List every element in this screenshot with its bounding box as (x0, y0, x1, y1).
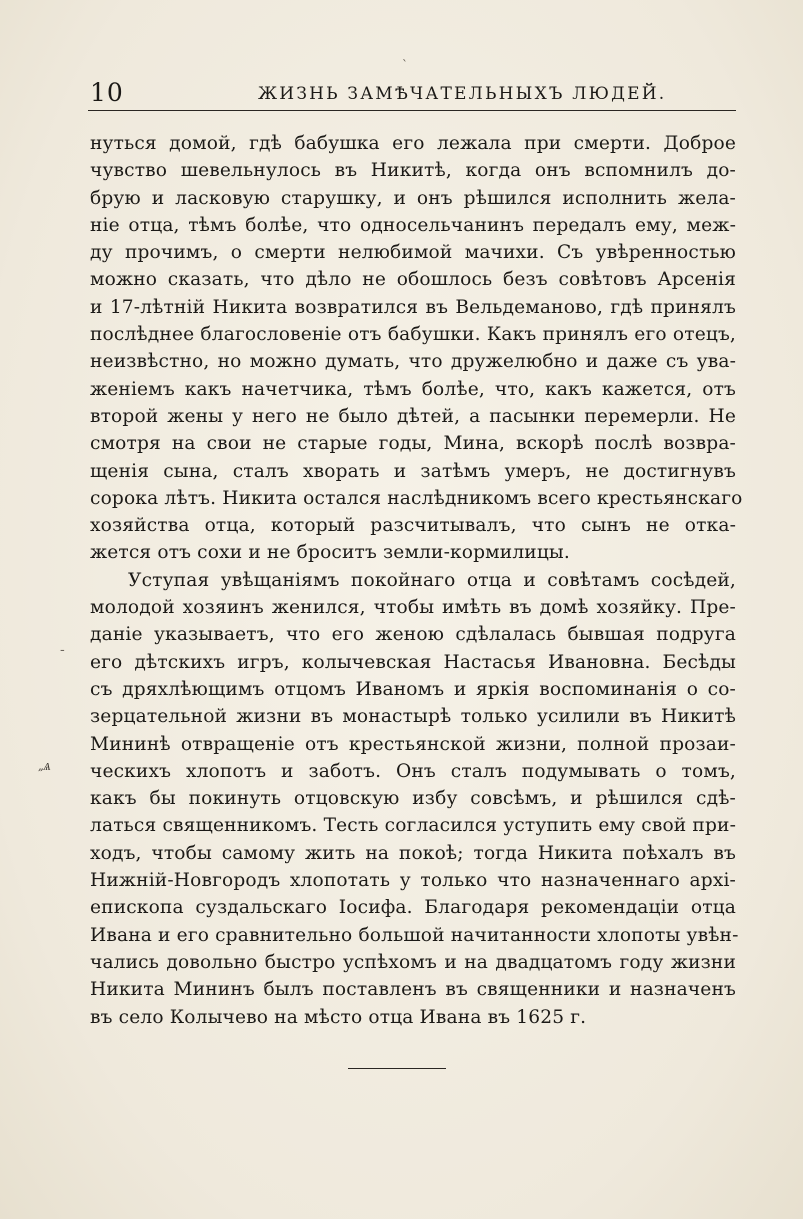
text-line: второй жены у него не было дѣтей, а пасынки перемерли. Не (90, 405, 736, 427)
text-line: Мининѣ отвращеніе отъ крестьянской жизни, полной прозаи- (90, 733, 736, 755)
text-line: сорока лѣтъ. Никита остался наслѣдникомъ всего крестьянскаго (90, 487, 743, 509)
page-number: 10 (90, 78, 124, 107)
text-line: чались довольно быстро успѣхомъ и на двадцатомъ году жизни (90, 951, 736, 973)
text-line: молодой хозяинъ женился, чтобы имѣть въ домѣ хозяйку. Пре- (90, 597, 736, 619)
text-line: ду прочимъ, о смерти нелюбимой мачихи. Съ увѣренностью (90, 242, 736, 264)
text-line: женіемъ какъ начетчика, тѣмъ болѣе, что, какъ кажется, отъ (90, 378, 736, 400)
text-line: Ивана и его сравнительно большой начитанности хлопоты увѣн- (90, 924, 739, 946)
text-line: его дѣтскихъ игръ, колычевская Настасья Ивановна. Бесѣды (90, 651, 736, 673)
text-line: ходъ, чтобы самому жить на покоѣ; тогда Никита поѣхалъ въ (90, 842, 736, 864)
running-title: ЖИЗНЬ ЗАМѢЧАТЕЛЬНЫХЪ ЛЮДЕЙ. (258, 84, 667, 104)
text-line: можно сказать, что дѣло не обошлось безъ совѣтовъ Арсенія (90, 269, 736, 291)
body-text (90, 130, 743, 1031)
text-line: даніе указываетъ, что его женою сдѣлалась бывшая подруга (90, 624, 736, 646)
text-line: неизвѣстно, но можно думать, что дружелюбно и даже съ ува- (90, 351, 736, 373)
text-line: епископа суздальскаго Іосифа. Благодаря рекомендаціи отца (90, 897, 736, 919)
text-line: смотря на свои не старые годы, Мина, вскорѣ послѣ возвра- (90, 433, 736, 455)
paragraph-1 (90, 130, 743, 567)
text-line: брую и ласковую старушку, и онъ рѣшился исполнить жела- (90, 187, 736, 209)
text-line: и 17-лѣтній Никита возвратился въ Вельдеманово, гдѣ принялъ (90, 296, 736, 318)
text-line: латься священникомъ. Тесть согласился уступить ему свой при- (90, 815, 736, 837)
printing-mark: ˋ (402, 58, 408, 72)
text-line: нуться домой, гдѣ бабушка его лежала при смерти. Доброе (90, 133, 736, 154)
text-line: зерцательной жизни въ монастырѣ только усилили въ Никитѣ (90, 706, 736, 728)
text-line: съ дряхлѣющимъ отцомъ Иваномъ и яркія воспоминанія о со- (90, 678, 736, 700)
end-rule (348, 1068, 446, 1069)
text-line: какъ бы покинуть отцовскую избу совсѣмъ, и рѣшился сдѣ- (90, 788, 736, 810)
text-line: въ село Колычево на мѣсто отца Ивана въ 1625 г. (90, 1006, 587, 1028)
margin-annotation: „Ѧ (38, 760, 51, 773)
text-line: Нижній-Новгородъ хлопотать у только что назначеннаго архі- (90, 870, 736, 892)
paragraph-2 (90, 567, 739, 1031)
text-line: послѣднее благословеніе отъ бабушки. Какъ принялъ его отецъ, (90, 324, 736, 346)
text-line: хозяйства отца, который разсчитывалъ, что сынъ не отка- (90, 515, 736, 537)
text-line: жется отъ сохи и не броситъ земли-кормилицы. (90, 542, 570, 564)
text-line: ніе отца, тѣмъ болѣе, что односельчанинъ передалъ ему, меж- (90, 214, 736, 236)
text-line: чувство шевельнулось въ Никитѣ, когда онъ вспомнилъ до- (90, 160, 736, 182)
text-line: Уступая увѣщаніямъ покойнаго отца и совѣтамъ сосѣдей, (128, 569, 736, 591)
text-line: Никита Мининъ былъ поставленъ въ священники и назначенъ (90, 979, 736, 1001)
page-header (88, 74, 736, 111)
stray-margin-mark: - (60, 642, 65, 658)
text-line: ческихъ хлопотъ и заботъ. Онъ сталъ подумывать о томъ, (90, 760, 736, 782)
text-line: щенія сына, сталъ хворать и затѣмъ умеръ, не достигнувъ (90, 460, 736, 482)
